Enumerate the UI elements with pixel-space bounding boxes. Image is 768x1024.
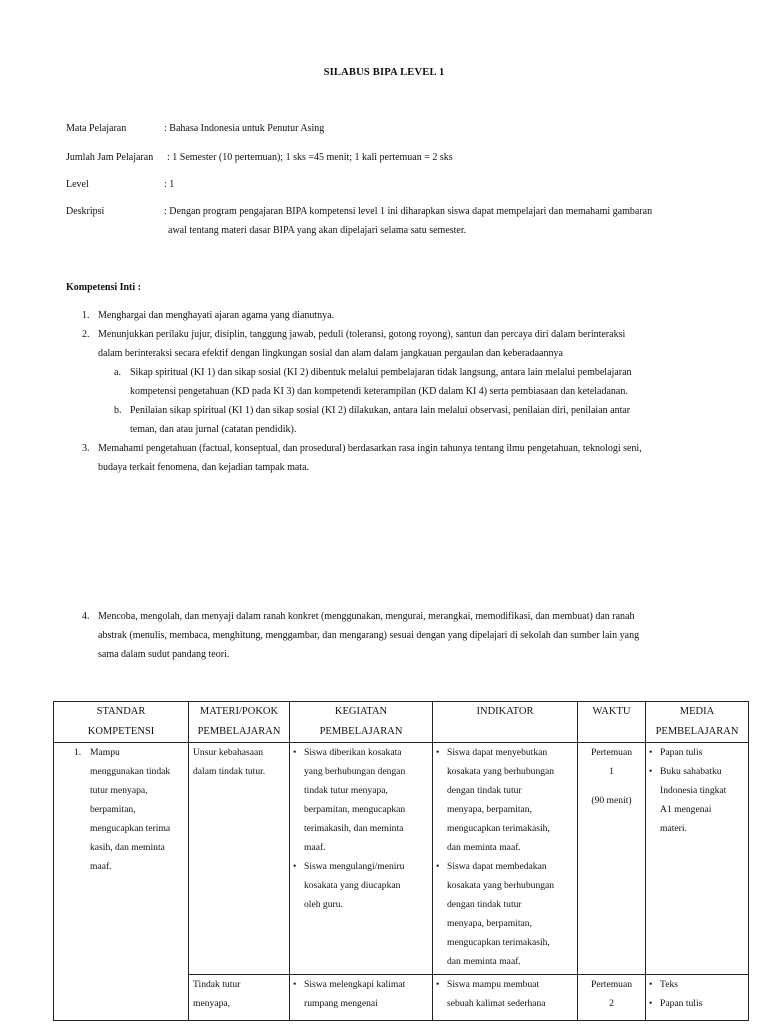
header-media: MEDIA PEMBELAJARAN: [646, 702, 749, 743]
list-text: budaya terkait fenomena, dan kejadian tampak mata.: [98, 462, 310, 473]
field-value-line: awal tentang materi dasar BIPA yang akan dipelajari selama satu semester.: [168, 225, 467, 236]
bullet-item: • Teks: [646, 975, 748, 994]
sub-list-text: Penilaian sikap spiritual (KI 1) dan sikap sosial (KI 2) dilakukan, antara lain melalui observasi, penilaian diri, penilaian antar: [130, 405, 631, 416]
list-text: Menghargai dan menghayati ajaran agama yang dianutnya.: [98, 310, 335, 321]
list-text: Memahami pengetahuan (factual, konseptual, dan prosedural) berdasarkan rasa ingin tahunya tentang ilmu pengetahuan, teknologi seni,: [98, 443, 642, 454]
header-waktu: WAKTU: [578, 702, 646, 743]
sub-list-text: teman, dan atau jurnal (catatan pendidik).: [130, 424, 297, 435]
header-kegiatan: KEGIATAN PEMBELAJARAN: [290, 702, 433, 743]
sub-list-text: Sikap spiritual (KI 1) dan sikap sosial (KI 2) dibentuk melalui pembelajaran tidak langsung, antara lain melalui pembelajaran: [130, 367, 632, 378]
cell-waktu: Pertemuan 2: [578, 975, 646, 1021]
syllabus-table: [53, 701, 749, 1021]
cell-materi: Unsur kebahasaan dalam tindak tutur.: [189, 743, 290, 975]
table-header-row: [54, 702, 749, 743]
cell-kegiatan: [290, 975, 433, 1021]
header-standar-kompetensi: STANDAR KOMPETENSI: [54, 702, 189, 743]
header-materi: MATERI/POKOK PEMBELAJARAN: [189, 702, 290, 743]
sub-list-letter: a.: [114, 367, 121, 378]
bullet-item: • Papan tulis: [646, 743, 748, 762]
sub-list-letter: b.: [114, 405, 122, 416]
cell-standar-kompetensi: 1. Mampu menggunakan tindak tutur menyapa, berpamitan, mengucapkan terima kasih, dan meminta maaf.: [54, 743, 189, 1021]
cell-media: [646, 743, 749, 975]
cell-kegiatan: [290, 743, 433, 975]
list-text: dalam berinteraksi secara efektif dengan lingkungan sosial dan alam dalam jangkauan pergaulan dan keberadaannya: [98, 348, 563, 359]
sub-list-text: kompetensi pengetahuan (KD pada KI 3) dan kompetendi keterampilan (KD dalam KI 4) serta pembiasaan dan keteladanan.: [130, 386, 628, 397]
cell-media: [646, 975, 749, 1021]
list-number: 1.: [82, 310, 90, 321]
bullet-item: • Siswa dapat menyebutkan kosakata yang berhubungan dengan tindak tutur menyapa, berpamitan, mengucapkan terimakasih, dan meminta maaf.: [433, 743, 577, 857]
field-label: Mata Pelajaran: [66, 123, 127, 134]
field-value: : 1 Semester (10 pertemuan); 1 sks =45 menit; 1 kali pertemuan = 2 sks: [167, 152, 453, 163]
field-label: Level: [66, 179, 89, 190]
bullet-item: • Buku sahabatku Indonesia tingkat A1 mengenai materi.: [646, 762, 748, 838]
bullet-item: • Siswa diberikan kosakata yang berhubungan dengan tindak tutur menyapa, berpamitan, mengucapkan terimakasih, dan meminta maaf.: [290, 743, 432, 857]
header-indikator: INDIKATOR: [433, 702, 578, 743]
cell-indikator: [433, 743, 578, 975]
bullet-item: • Papan tulis: [646, 994, 748, 1013]
list-number: 3.: [82, 443, 90, 454]
field-value-line: : Dengan program pengajaran BIPA kompetensi level 1 ini diharapkan siswa dapat mempelajari dan memahami gambaran: [164, 206, 653, 217]
field-value: : 1: [164, 179, 175, 190]
list-text: Menunjukkan perilaku jujur, disiplin, tanggung jawab, peduli (toleransi, gotong royong), santun dan percaya diri dalam berinteraksi: [98, 329, 626, 340]
list-text: abstrak (menulis, membaca, menghitung, menggambar, dan mengarang) sesuai dengan yang dipelajari di sekolah dan sumber lain yang: [98, 630, 640, 641]
field-value: : Bahasa Indonesia untuk Penutur Asing: [164, 123, 325, 134]
field-label: Jumlah Jam Pelajaran: [66, 152, 154, 163]
document-title: SILABUS BIPA LEVEL 1: [323, 67, 445, 78]
row-number: 1.: [74, 747, 82, 758]
bullet-item: • Siswa melengkapi kalimat rumpang mengenai: [290, 975, 432, 1013]
kompetensi-inti-heading: Kompetensi Inti :: [66, 282, 141, 293]
cell-indikator: [433, 975, 578, 1021]
bullet-item: • Siswa dapat membedakan kosakata yang berhubungan dengan tindak tutur menyapa, berpamitan, mengucapkan terimakasih, dan meminta maaf.: [433, 857, 577, 971]
table-row: [54, 743, 749, 975]
cell-materi: Tindak tutur menyapa,: [189, 975, 290, 1021]
list-text: sama dalam sudut pandang teori.: [98, 649, 230, 660]
cell-waktu: Pertemuan 1 (90 menit): [578, 743, 646, 975]
list-number: 2.: [82, 329, 90, 340]
bullet-item: • Siswa mampu membuat sebuah kalimat sederhana: [433, 975, 577, 1013]
list-text: Mencoba, mengolah, dan menyaji dalam ranah konkret (menggunakan, mengurai, merangkai, memodifikasi, dan membuat) dan ranah: [98, 611, 635, 622]
list-number: 4.: [82, 611, 90, 622]
field-label: Deskripsi: [66, 206, 105, 217]
bullet-item: • Siswa mengulangi/meniru kosakata yang diucapkan oleh guru.: [290, 857, 432, 914]
